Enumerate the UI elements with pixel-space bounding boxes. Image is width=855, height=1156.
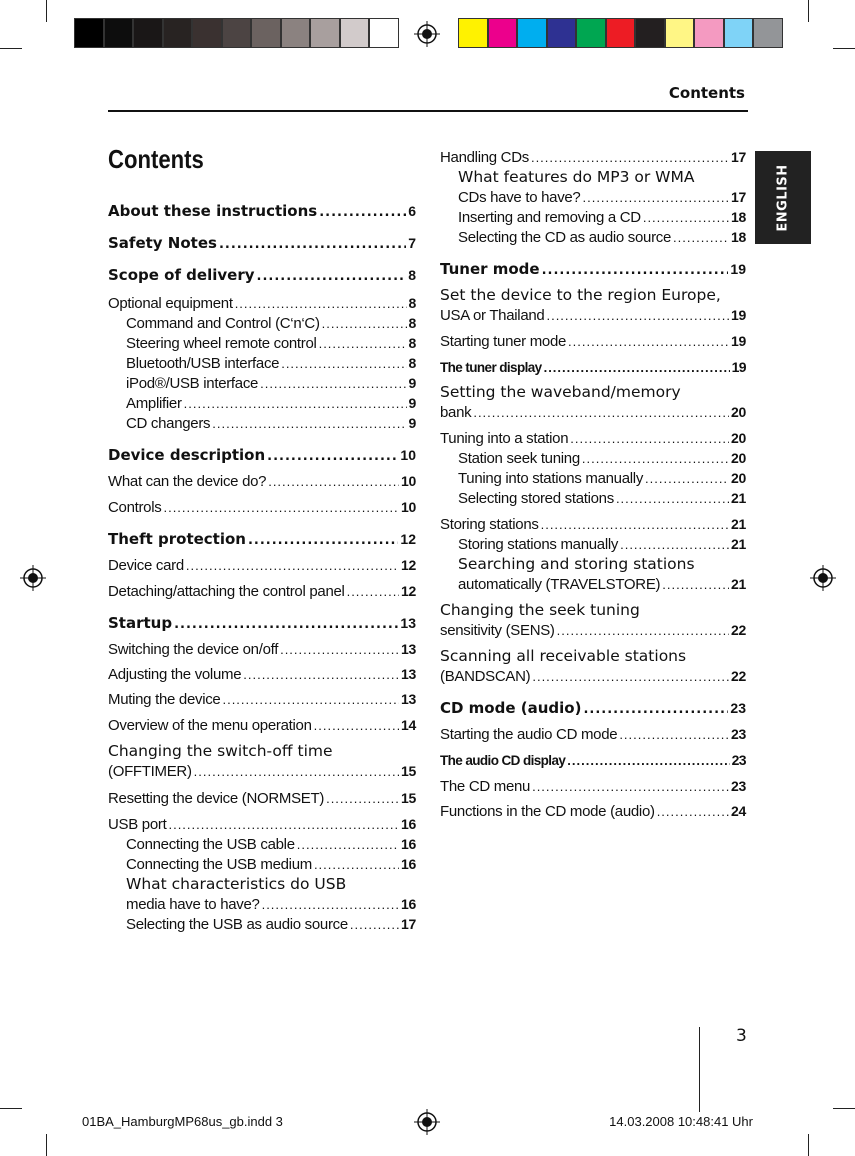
- toc-page-number: 13: [401, 691, 416, 707]
- color-swatch: [753, 18, 783, 48]
- toc-leader-dots: [243, 665, 399, 685]
- toc-entry-title: The audio CD display: [440, 753, 566, 768]
- page-number: 3: [736, 1026, 747, 1046]
- toc-entry-title: Steering wheel remote control: [126, 335, 317, 352]
- toc-leader-dots: [620, 535, 729, 555]
- toc-page-number: 8: [408, 335, 416, 351]
- toc-leader-dots: [219, 233, 406, 255]
- toc-leader-dots: [532, 777, 729, 797]
- toc-leader-dots: [235, 294, 407, 314]
- toc-leader-dots: [314, 716, 399, 736]
- toc-chapter[interactable]: [108, 201, 416, 223]
- toc-leader-dots: [662, 575, 729, 595]
- toc-entry[interactable]: [440, 147, 746, 168]
- toc-leader-dots: [568, 332, 729, 352]
- crop-mark: [0, 1108, 22, 1109]
- toc-chapter[interactable]: [440, 698, 746, 720]
- toc-page-number: 16: [401, 816, 416, 832]
- toc-leader-dots: [168, 815, 399, 835]
- toc-page-number: 7: [408, 235, 416, 251]
- toc-chapter[interactable]: [440, 259, 746, 281]
- toc-entry[interactable]: [458, 448, 746, 469]
- toc-leader-dots: [326, 789, 399, 809]
- toc-leader-dots: [186, 556, 399, 576]
- toc-entry[interactable]: [440, 801, 746, 822]
- toc-entry[interactable]: [126, 313, 416, 334]
- toc-entry[interactable]: [440, 776, 746, 797]
- toc-page-number: 24: [731, 803, 746, 819]
- color-swatch: [635, 18, 665, 48]
- toc-entry[interactable]: [126, 353, 416, 374]
- toc-entry[interactable]: [108, 689, 416, 710]
- page-title: Contents: [108, 144, 204, 174]
- toc-entry-title: Bluetooth/USB interface: [126, 355, 280, 372]
- toc-leader-dots: [268, 472, 399, 492]
- color-swatch: [133, 18, 163, 48]
- toc-entry-title: Functions in the CD mode (audio): [440, 803, 655, 820]
- toc-page-number: 21: [731, 516, 746, 532]
- toc-entry-title: What can the device do?: [108, 473, 267, 490]
- toc-page-number: 19: [730, 261, 746, 277]
- color-swatch: [606, 18, 636, 48]
- toc-entry[interactable]: [440, 331, 746, 352]
- toc-page-number: 9: [408, 375, 416, 391]
- toc-entry-line: Scanning all receivable stations: [440, 647, 687, 665]
- toc-page-number: 12: [401, 583, 416, 599]
- toc-entry-title: Tuner mode: [440, 260, 540, 278]
- color-swatch: [665, 18, 695, 48]
- registration-mark-icon: [20, 565, 46, 591]
- toc-entry[interactable]: [126, 914, 416, 935]
- footer-filename: 01BA_HamburgMP68us_gb.indd 3: [82, 1114, 283, 1129]
- color-swatch: [458, 18, 488, 48]
- toc-page-number: 20: [731, 430, 746, 446]
- color-swatch: [163, 18, 193, 48]
- toc-page-number: 9: [408, 395, 416, 411]
- toc-entry-title: bank: [440, 404, 472, 421]
- toc-leader-dots: [322, 314, 407, 334]
- toc-leader-dots: [194, 762, 399, 782]
- toc-entry-title: Safety Notes: [108, 234, 217, 252]
- toc-entry-title: Storing stations manually: [458, 536, 619, 553]
- toc-entry[interactable]: [108, 761, 416, 782]
- color-swatch: [251, 18, 281, 48]
- toc-entry-title: automatically (TRAVELSTORE): [458, 576, 661, 593]
- toc-entry-title: iPod®/USB interface: [126, 375, 259, 392]
- toc-entry[interactable]: [108, 715, 416, 736]
- crop-mark: [808, 0, 809, 22]
- color-swatch: [104, 18, 134, 48]
- toc-page-number: 22: [731, 622, 746, 638]
- toc-page-number: 20: [731, 470, 746, 486]
- toc-leader-dots: [297, 835, 399, 855]
- toc-entry-line: Setting the waveband/memory: [440, 383, 681, 401]
- toc-entry-title: Command and Control (C‘n‘C): [126, 315, 320, 332]
- toc-entry[interactable]: [108, 664, 416, 685]
- crop-mark: [0, 48, 22, 49]
- footer-timestamp: 14.03.2008 10:48:41 Uhr: [609, 1114, 753, 1129]
- toc-leader-dots: [673, 228, 729, 248]
- toc-entry-title: Detaching/attaching the control panel: [108, 583, 345, 600]
- language-tab-label: ENGLISH: [775, 163, 791, 232]
- toc-leader-dots: [473, 403, 729, 423]
- toc-leader-dots: [643, 208, 729, 228]
- toc-entry-title: Device card: [108, 557, 184, 574]
- toc-entry-title: Connecting the USB medium: [126, 856, 312, 873]
- toc-entry-title: Resetting the device (NORMSET): [108, 790, 325, 807]
- toc-page-number: 20: [731, 450, 746, 466]
- toc-leader-dots: [267, 445, 398, 467]
- toc-leader-dots: [567, 751, 729, 771]
- toc-page-number: 23: [731, 752, 746, 768]
- toc-leader-dots: [222, 690, 399, 710]
- header-rule: [108, 110, 748, 112]
- toc-leader-dots: [532, 667, 729, 687]
- toc-chapter[interactable]: [108, 265, 416, 287]
- toc-entry-title: Startup: [108, 614, 173, 632]
- toc-entry-title: (BANDSCAN): [440, 668, 531, 685]
- toc-entry-title: Controls: [108, 499, 162, 516]
- toc-entry-title: Handling CDs: [440, 149, 529, 166]
- toc-leader-dots: [542, 259, 729, 281]
- toc-entry-title: Selecting stored stations: [458, 490, 614, 507]
- toc-page-number: 12: [401, 557, 416, 573]
- toc-chapter[interactable]: [108, 613, 416, 635]
- toc-entry-line: What characteristics do USB: [126, 875, 347, 893]
- toc-entry[interactable]: [440, 402, 746, 423]
- toc-entry-title: Selecting the USB as audio source: [126, 916, 348, 933]
- toc-entry-title: Inserting and removing a CD: [458, 209, 641, 226]
- toc-page-number: 22: [731, 668, 746, 684]
- toc-entry-title: Starting tuner mode: [440, 333, 567, 350]
- toc-entry-line: Searching and storing stations: [458, 555, 695, 573]
- toc-leader-dots: [619, 725, 729, 745]
- toc-page-number: 23: [731, 726, 746, 742]
- toc-entry-title: Optional equipment: [108, 295, 233, 312]
- toc-leader-dots: [184, 394, 407, 414]
- toc-entry[interactable]: [458, 534, 746, 555]
- page-number-rule: [699, 1027, 700, 1112]
- toc-entry-title: The tuner display: [440, 360, 542, 375]
- toc-leader-dots: [174, 613, 398, 635]
- toc-entry-title: Storing stations: [440, 516, 539, 533]
- toc-page-number: 8: [408, 315, 416, 331]
- color-swatch: [517, 18, 547, 48]
- toc-entry[interactable]: [440, 357, 746, 378]
- toc-entry-title: Station seek tuning: [458, 450, 580, 467]
- toc-page-number: 17: [731, 189, 746, 205]
- toc-entry[interactable]: [440, 514, 746, 535]
- color-swatch: [74, 18, 104, 48]
- toc-chapter[interactable]: [108, 529, 416, 551]
- toc-entry[interactable]: [458, 488, 746, 509]
- toc-entry-title: CD mode (audio): [440, 699, 582, 717]
- toc-entry[interactable]: [108, 581, 416, 602]
- toc-entry[interactable]: [126, 413, 416, 434]
- color-swatch: [724, 18, 754, 48]
- toc-page-number: 8: [408, 295, 416, 311]
- toc-page-number: 19: [731, 333, 746, 349]
- toc-leader-dots: [645, 469, 729, 489]
- toc-entry-title: Overview of the menu operation: [108, 717, 312, 734]
- toc-leader-dots: [582, 449, 729, 469]
- toc-entry-title: media have to have?: [126, 896, 260, 913]
- crop-mark: [808, 1134, 809, 1156]
- toc-page-number: 12: [400, 531, 416, 547]
- toc-leader-dots: [657, 802, 729, 822]
- toc-leader-dots: [582, 188, 729, 208]
- toc-entry[interactable]: [126, 854, 416, 875]
- toc-leader-dots: [281, 354, 406, 374]
- toc-entry[interactable]: [440, 750, 746, 771]
- toc-entry-title: Amplifier: [126, 395, 182, 412]
- toc-page-number: 20: [731, 404, 746, 420]
- toc-entry-line: Set the device to the region Europe,: [440, 286, 721, 304]
- toc-entry[interactable]: [108, 497, 416, 518]
- toc-entry-title: Selecting the CD as audio source: [458, 229, 672, 246]
- toc-leader-dots: [583, 698, 728, 720]
- toc-entry-title: Tuning into stations manually: [458, 470, 644, 487]
- toc-page-number: 21: [731, 576, 746, 592]
- toc-entry-title: Theft protection: [108, 530, 246, 548]
- toc-page-number: 13: [401, 641, 416, 657]
- toc-leader-dots: [347, 582, 399, 602]
- color-swatch: [369, 18, 399, 48]
- color-swatch: [310, 18, 340, 48]
- color-swatch: [488, 18, 518, 48]
- color-swatch: [340, 18, 370, 48]
- gray-color-bar: [74, 18, 399, 48]
- toc-page-number: 23: [731, 778, 746, 794]
- toc-entry-title: The CD menu: [440, 778, 531, 795]
- toc-page-number: 10: [400, 447, 416, 463]
- toc-leader-dots: [212, 414, 406, 434]
- toc-page-number: 19: [731, 359, 746, 375]
- toc-entry[interactable]: [126, 834, 416, 855]
- toc-entry[interactable]: [126, 373, 416, 394]
- toc-entry-title: USA or Thailand: [440, 307, 545, 324]
- crop-mark: [833, 48, 855, 49]
- toc-entry[interactable]: [440, 620, 746, 641]
- toc-page-number: 16: [401, 836, 416, 852]
- toc-entry[interactable]: [126, 333, 416, 354]
- toc-leader-dots: [319, 334, 407, 354]
- toc-leader-dots: [262, 895, 399, 915]
- toc-leader-dots: [280, 640, 399, 660]
- toc-page-number: 14: [401, 717, 416, 733]
- toc-leader-dots: [541, 515, 729, 535]
- crop-mark: [46, 0, 47, 22]
- crop-mark: [46, 1134, 47, 1156]
- process-color-bar: [458, 18, 783, 48]
- toc-entry[interactable]: [108, 471, 416, 492]
- toc-page-number: 15: [401, 763, 416, 779]
- color-swatch: [694, 18, 724, 48]
- toc-chapter[interactable]: [108, 233, 416, 255]
- toc-page-number: 13: [401, 666, 416, 682]
- toc-leader-dots: [257, 265, 407, 287]
- toc-page-number: 18: [731, 229, 746, 245]
- color-swatch: [281, 18, 311, 48]
- toc-entry[interactable]: [458, 468, 746, 489]
- toc-entry-title: sensitivity (SENS): [440, 622, 555, 639]
- toc-entry-title: Device description: [108, 446, 266, 464]
- color-swatch: [576, 18, 606, 48]
- toc-entry[interactable]: [108, 788, 416, 809]
- toc-entry[interactable]: [108, 555, 416, 576]
- toc-chapter[interactable]: [108, 445, 416, 467]
- toc-entry-title: USB port: [108, 816, 167, 833]
- toc-page-number: 10: [401, 473, 416, 489]
- toc-page-number: 8: [408, 355, 416, 371]
- toc-entry[interactable]: [440, 428, 746, 449]
- language-tab: [755, 151, 811, 244]
- crop-mark: [833, 1108, 855, 1109]
- registration-mark-icon: [414, 1109, 440, 1135]
- toc-page-number: 23: [730, 700, 746, 716]
- toc-entry-title: CD changers: [126, 415, 211, 432]
- toc-entry[interactable]: [458, 574, 746, 595]
- toc-entry[interactable]: [458, 207, 746, 228]
- toc-entry-line: Changing the seek tuning: [440, 601, 640, 619]
- running-header: Contents: [668, 84, 745, 102]
- toc-page-number: 21: [731, 536, 746, 552]
- toc-entry-title: Muting the device: [108, 691, 221, 708]
- toc-leader-dots: [260, 374, 406, 394]
- toc-page-number: 8: [408, 267, 416, 283]
- toc-page-number: 18: [731, 209, 746, 225]
- toc-page-number: 10: [401, 499, 416, 515]
- toc-leader-dots: [248, 529, 398, 551]
- toc-page-number: 19: [731, 307, 746, 323]
- toc-entry-title: Connecting the USB cable: [126, 836, 295, 853]
- color-swatch: [547, 18, 577, 48]
- toc-entry-title: Scope of delivery: [108, 266, 255, 284]
- toc-page-number: 9: [408, 415, 416, 431]
- toc-page-number: 21: [731, 490, 746, 506]
- color-swatch: [222, 18, 252, 48]
- toc-entry[interactable]: [108, 293, 416, 314]
- toc-entry-title: (OFFTIMER): [108, 763, 192, 780]
- toc-leader-dots: [531, 148, 729, 168]
- toc-entry[interactable]: [108, 814, 416, 835]
- toc-page-number: 13: [400, 615, 416, 631]
- toc-leader-dots: [544, 358, 730, 378]
- registration-mark-icon: [810, 565, 836, 591]
- toc-entry[interactable]: [440, 305, 746, 326]
- color-swatch: [192, 18, 222, 48]
- toc-page-number: 16: [401, 896, 416, 912]
- toc-leader-dots: [319, 201, 406, 223]
- toc-entry[interactable]: [458, 187, 746, 208]
- toc-entry[interactable]: [108, 639, 416, 660]
- toc-entry-title: Switching the device on/off: [108, 641, 279, 658]
- toc-leader-dots: [557, 621, 729, 641]
- toc-leader-dots: [616, 489, 729, 509]
- toc-entry-title: Starting the audio CD mode: [440, 726, 618, 743]
- toc-entry[interactable]: [440, 724, 746, 745]
- toc-leader-dots: [314, 855, 399, 875]
- toc-page-number: 16: [401, 856, 416, 872]
- toc-entry-line: Changing the switch-off time: [108, 742, 333, 760]
- registration-mark-icon: [414, 21, 440, 47]
- toc-entry-title: About these instructions: [108, 202, 318, 220]
- toc-page-number: 17: [401, 916, 416, 932]
- toc-entry-title: CDs have to have?: [458, 189, 581, 206]
- toc-entry[interactable]: [440, 666, 746, 687]
- toc-page-number: 6: [408, 203, 416, 219]
- toc-entry[interactable]: [458, 227, 746, 248]
- toc-leader-dots: [570, 429, 729, 449]
- toc-page-number: 17: [731, 149, 746, 165]
- toc-entry-title: Adjusting the volume: [108, 666, 242, 683]
- toc-entry[interactable]: [126, 393, 416, 414]
- toc-entry-title: Tuning into a station: [440, 430, 569, 447]
- toc-leader-dots: [350, 915, 399, 935]
- toc-leader-dots: [546, 306, 729, 326]
- toc-entry-line: What features do MP3 or WMA: [458, 168, 695, 186]
- toc-entry[interactable]: [126, 894, 416, 915]
- toc-page-number: 15: [401, 790, 416, 806]
- toc-leader-dots: [163, 498, 399, 518]
